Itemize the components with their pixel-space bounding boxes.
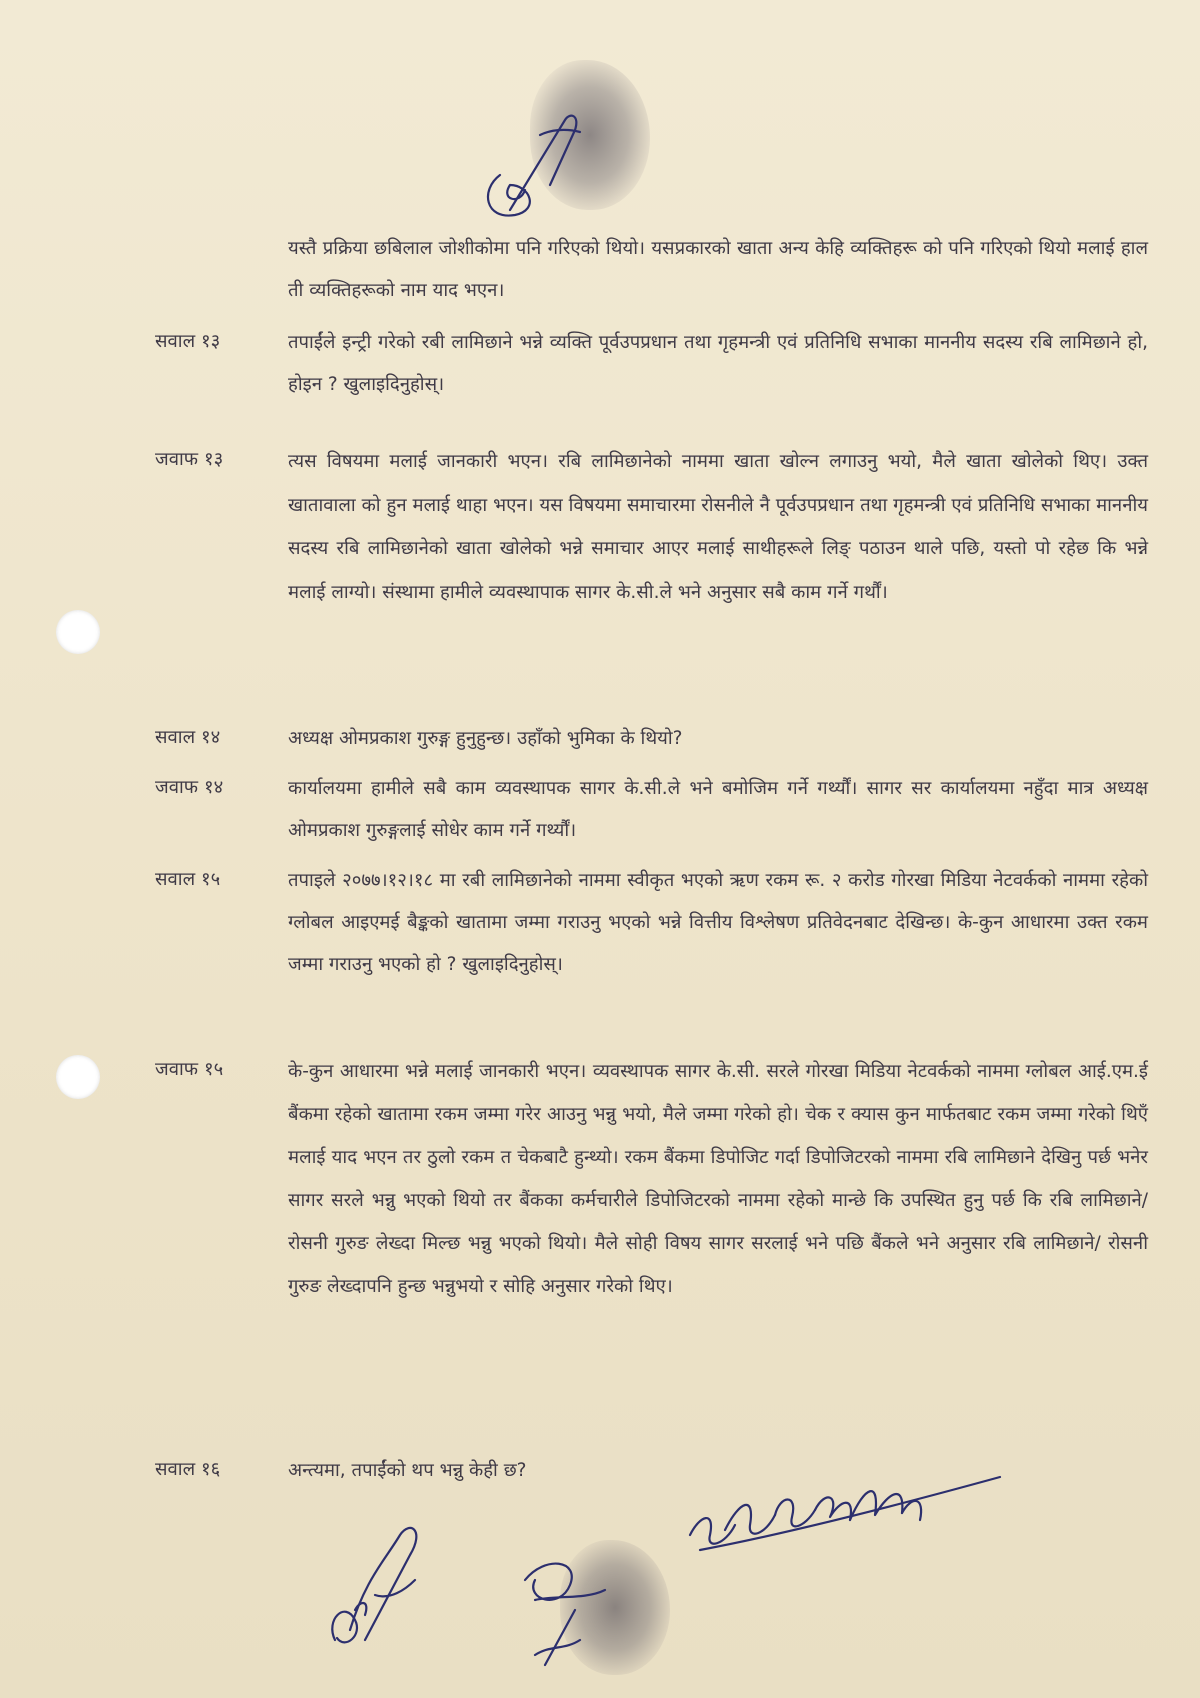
entry-text: कार्यालयमा हामीले सबै काम व्यवस्थापक सागर के.सी.ले भने बमोजिम गर्ने गर्थ्यौं। सागर सर कार्यालयमा नहुँदा मात्र अध्यक्ष ओमप्रकाश गुरुङ्गलाई सोधेर काम गर्ने गर्थ्यौं। xyxy=(288,778,1148,841)
punch-hole-top xyxy=(56,610,100,654)
entry-label: जवाफ १३ xyxy=(155,449,224,470)
entry-text: अध्यक्ष ओमप्रकाश गुरुङ्ग हुनुहुन्छ। उहाँको भुमिका के थियो? xyxy=(288,728,683,749)
entry-label: सवाल १५ xyxy=(155,869,221,890)
entry-text: अन्त्यमा, तपाईंको थप भन्नु केही छ? xyxy=(288,1460,527,1481)
initials-signature-bottom-left xyxy=(315,1500,465,1660)
entry-label: सवाल १४ xyxy=(155,727,221,748)
entry-text: त्यस विषयमा मलाई जानकारी भएन। रबि लामिछानेको नाममा खाता खोल्न लगाउनु भयो, मैले खाता खोलेको थिए। उक्त खातावाला को हुन मलाई थाहा भएन। यस विषयमा समाचारमा रोसनीले नै पूर्वउपप्रधान तथा गृहमन्त्री एवं प्रतिनिधि सभाका माननीय सदस्य रबि लामिछानेको खाता खोलेको भन्ने समाचार आएर मलाई साथीहरूले लिङ् पठाउन थाले पछि, यस्तो पो रहेछ कि भन्ने मलाई लाग्यो। संस्थामा हामीले व्यवस्थापाक सागर के.सी.ले भने अनुसार सबै काम गर्ने गर्थौं। xyxy=(288,451,1148,603)
entry-label: जवाफ १४ xyxy=(155,777,224,798)
intro-paragraph: यस्तै प्रक्रिया छबिलाल जोशीकोमा पनि गरिएको थियो। यसप्रकारको खाता अन्य केहि व्यक्तिहरू को पनि गरिएको थियो मलाई हाल ती व्यक्तिहरूको नाम याद भएन। xyxy=(288,238,1148,301)
entry-text: के-कुन आधारमा भन्ने मलाई जानकारी भएन। व्यवस्थापक सागर के.सी. सरले गोरखा मिडिया नेटवर्कको नाममा ग्लोबल आई.एम.ई बैंकमा रहेको खातामा रकम जम्मा गरेर आउनु भन्नु भयो, मैले जम्मा गरेको हो। चेक र क्यास कुन मार्फतबाट रकम जम्मा गरेको थिएँ मलाई याद भएन तर ठुलो रकम त चेकबाटै हुन्थ्यो। रकम बैंकमा डिपोजिट गर्दा डिपोजिटरको नाममा रबि लामिछाने देखिनु पर्छ भनेर सागर सरले भन्नु भएको थियो तर बैंकका कर्मचारीले डिपोजिटरको नाममा रहेको मान्छे कि उपस्थित हुनु पर्छ कि रबि लामिछाने/ रोसनी गुरुङ लेख्दा मिल्छ भन्नु भएको थियो। मैले सोही विषय सागर सरलाई भने पछि बैंकले भने अनुसार रबि लामिछाने/ रोसनी गुरुङ लेख्दापनि हुन्छ भन्नुभयो र सोहि अनुसार गरेको थिए। xyxy=(288,1061,1148,1297)
entry-label: सवाल १३ xyxy=(155,331,221,352)
punch-hole-bottom xyxy=(56,1055,100,1099)
initials-signature-bottom-center xyxy=(505,1540,645,1680)
entry-text: तपाईंले इन्ट्री गरेको रबी लामिछाने भन्ने व्यक्ति पूर्वउपप्रधान तथा गृहमन्त्री एवं प्रतिनिधि सभाका माननीय सदस्य रबि लामिछाने हो, होइन ? खुलाइदिनुहोस्। xyxy=(288,332,1148,395)
full-signature-bottom-right xyxy=(680,1455,1010,1565)
entry-label: जवाफ १५ xyxy=(155,1059,224,1080)
initials-signature-top xyxy=(470,90,630,240)
entry-label: सवाल १६ xyxy=(155,1459,221,1480)
entry-text: तपाइले २०७७।१२।१८ मा रबी लामिछानेको नाममा स्वीकृत भएको ऋण रकम रू. २ करोड गोरखा मिडिया नेटवर्कको नाममा रहेको ग्लोबल आइएमई बैङ्कको खातामा जम्मा गराउनु भएको भन्ने वित्तीय विश्लेषण प्रतिवेदनबाट देखिन्छ। के-कुन आधारमा उक्त रकम जम्मा गराउनु भएको हो ? खुलाइदिनुहोस्। xyxy=(288,870,1148,975)
